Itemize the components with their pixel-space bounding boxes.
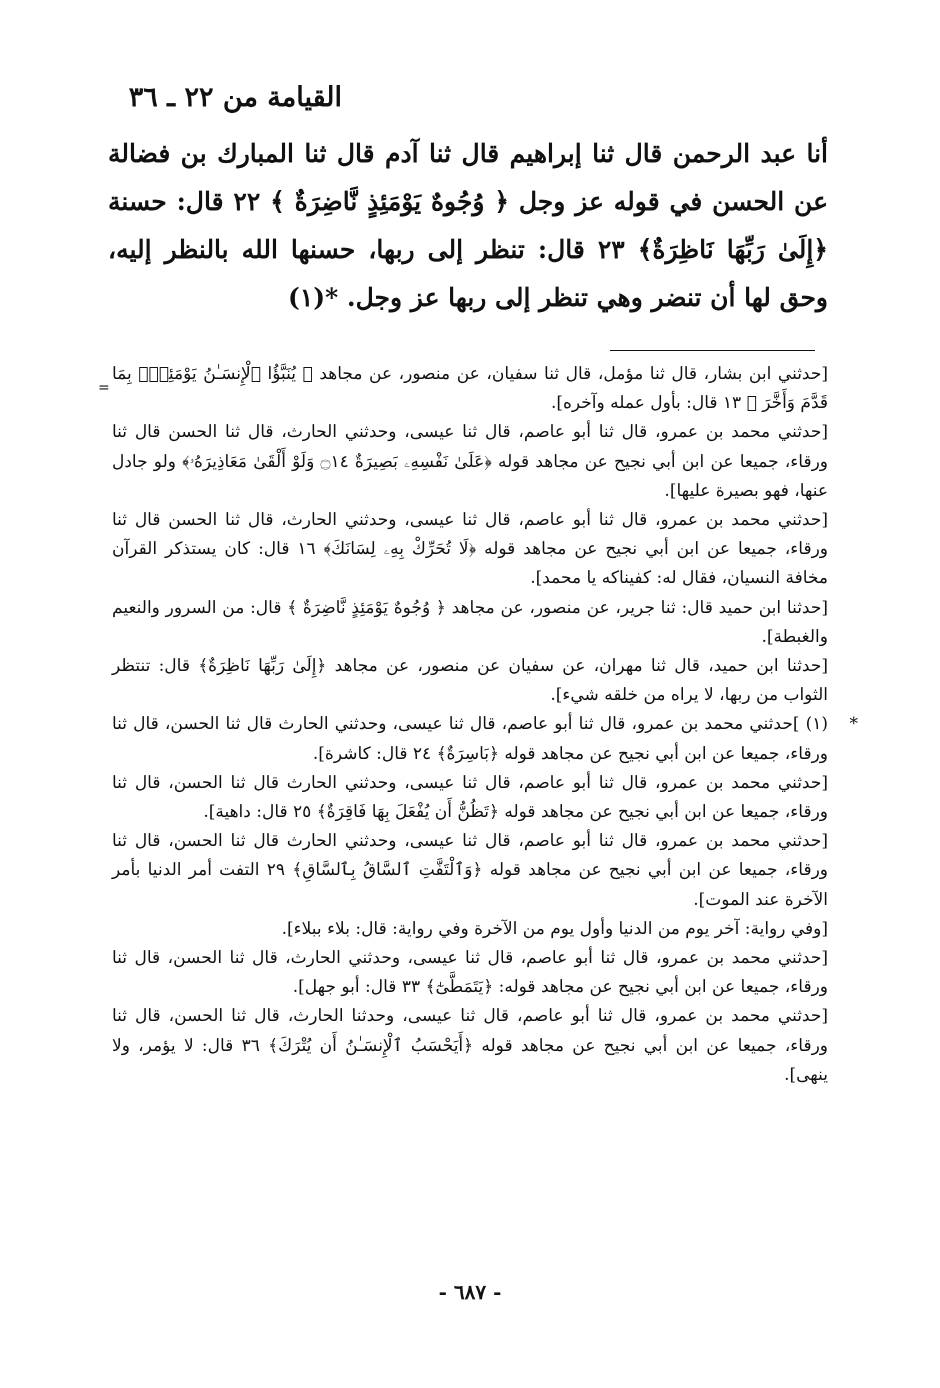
page-number: - ٦٨٧ - [438,1280,502,1304]
footnote-star-marker: * [849,714,858,735]
footnote-paragraph: [حدثنا ابن حميد، قال ثنا مهران، عن سفيان عن منصور، عن مجاهد ﴿إِلَىٰ رَبِّهَا نَاظِرَةٌ﴾ قال: تنتظر الثواب من ربها، لا يراه من خلقه شيء]. [112,656,828,706]
footnote-paragraph: [حدثني محمد بن عمرو، قال ثنا أبو عاصم، قال ثنا عيسى، وحدثني الحارث، قال ثنا الحسن قال ثنا ورقاء، جميعا عن ابن أبي نجيح عن مجاهد قوله ﴿لَا تُحَرِّكْ بِهِۦ لِسَانَكَ﴾ ١٦ قال: كان يستذكر القرآن مخافة النسيان، فقال له: كفيناكه يا محمد]. [112,510,828,589]
page-header-title: القيامة من ٢٢ ـ ٣٦ [128,82,342,113]
footnote-paragraph: [حدثنا ابن حميد قال: ثنا جرير، عن منصور، عن مجاهد ﴿ وُجُوهٌ يَوْمَئِذٍ نَّاضِرَةٌ ﴾ قال: من السرور والنعيم والغبطة]. [112,597,828,647]
main-paragraph: أنا عبد الرحمن قال ثنا إبراهيم قال ثنا آدم قال ثنا المبارك بن فضالة عن الحسن في قوله عز وجل ﴿ وُجُوهٌ يَوْمَئِذٍ نَّاضِرَةٌ ﴾ ٢٢ قال: حسنة ﴿إِلَىٰ رَبِّهَا نَاظِرَةٌ﴾ ٢٣ قال: تنظر إلى ربها، حسنها الله بالنظر إليه، وحق لها أن تنضر وهي تنظر إلى ربها عز وجل. *(١) [108,139,828,312]
footnote-paragraph: [حدثني محمد بن عمرو، قال ثنا أبو عاصم، قال ثنا عيسى، وحدثني الحارث قال ثنا الحسن، قال ثنا ورقاء، جميعا عن ابن أبي نجيح عن مجاهد قوله ﴿وَٱلْتَفَّتِ ٱلسَّاقُ بِٱلسَّاقِ﴾ ٢٩ التفت أمر الدنيا بأمر الآخرة عند الموت]. [112,831,828,910]
footnote-paragraph: [حدثني محمد بن عمرو، قال ثنا أبو عاصم، قال ثنا عيسى، وحدثني الحارث، قال ثنا الحسن قال ثنا ورقاء، جميعا عن ابن أبي نجيح عن مجاهد قوله ﴿عَلَىٰ نَفْسِهِۦ بَصِيرَةٌ ۝١٤ وَلَوْ أَلْقَىٰ مَعَاذِيرَهُۥ﴾ ولو جادل عنها، فهو بصيرة عليها]. [112,422,828,501]
footnote-divider [610,350,815,351]
footnote-one-wrapper [112,710,858,768]
footnotes-block [98,360,858,1090]
continuation-mark: = [98,380,110,396]
footnote-paragraph: [حدثني ابن بشار، قال ثنا مؤمل، قال ثنا سفيان، عن منصور، عن مجاهد ﴿ يُنَبَّؤُا ٱلْإِنسَـٰنُ يَوْمَئِذٍۭ بِمَا قَدَّمَ وَأَخَّرَ ﴾ ١٣ قال: بأول عمله وآخره]. [112,364,828,414]
footnote-paragraph: (١) ]حدثني محمد بن عمرو، قال ثنا أبو عاصم، قال ثنا عيسى، وحدثني الحارث قال ثنا الحسن، قال ثنا ورقاء، جميعا عن ابن أبي نجيح عن مجاهد قوله ﴿بَاسِرَةٌ﴾ ٢٤ قال: كاشرة]. [112,714,828,764]
footnote-paragraph: [حدثني محمد بن عمرو، قال ثنا أبو عاصم، قال ثنا عيسى، وحدثني الحارث قال ثنا الحسن، قال ثنا ورقاء، جميعا عن ابن أبي نجيح عن مجاهد قوله ﴿تَظُنُّ أَن يُفْعَلَ بِهَا فَاقِرَةٌ﴾ ٢٥ قال: داهية]. [112,772,828,823]
footnote-paragraph: [حدثني محمد بن عمرو، قال ثنا أبو عاصم، قال ثنا عيسى، وحدثني الحارث، قال ثنا الحسن، قال ثنا ورقاء، جميعا عن ابن أبي نجيح عن مجاهد قوله: ﴿يَتَمَطَّىٰٓ﴾ ٣٣ قال: أبو جهل]. [112,948,828,998]
footnote-paragraph: [وفي رواية: آخر يوم من الدنيا وأول يوم من الآخرة وفي رواية: قال: بلاء ببلاء]. [281,918,828,939]
main-text-block [108,130,828,322]
footnote-paragraph: [حدثني محمد بن عمرو، قال ثنا أبو عاصم، قال ثنا عيسى، وحدثنا الحارث، قال ثنا الحسن، قال ثنا ورقاء، جميعا عن ابن أبي نجيح عن مجاهد قوله ﴿أَيَحْسَبُ ٱلْإِنسَـٰنُ أَن يُتْرَكَ﴾ ٣٦ قال: لا يؤمر، ولا ينهى]. [112,1006,829,1085]
